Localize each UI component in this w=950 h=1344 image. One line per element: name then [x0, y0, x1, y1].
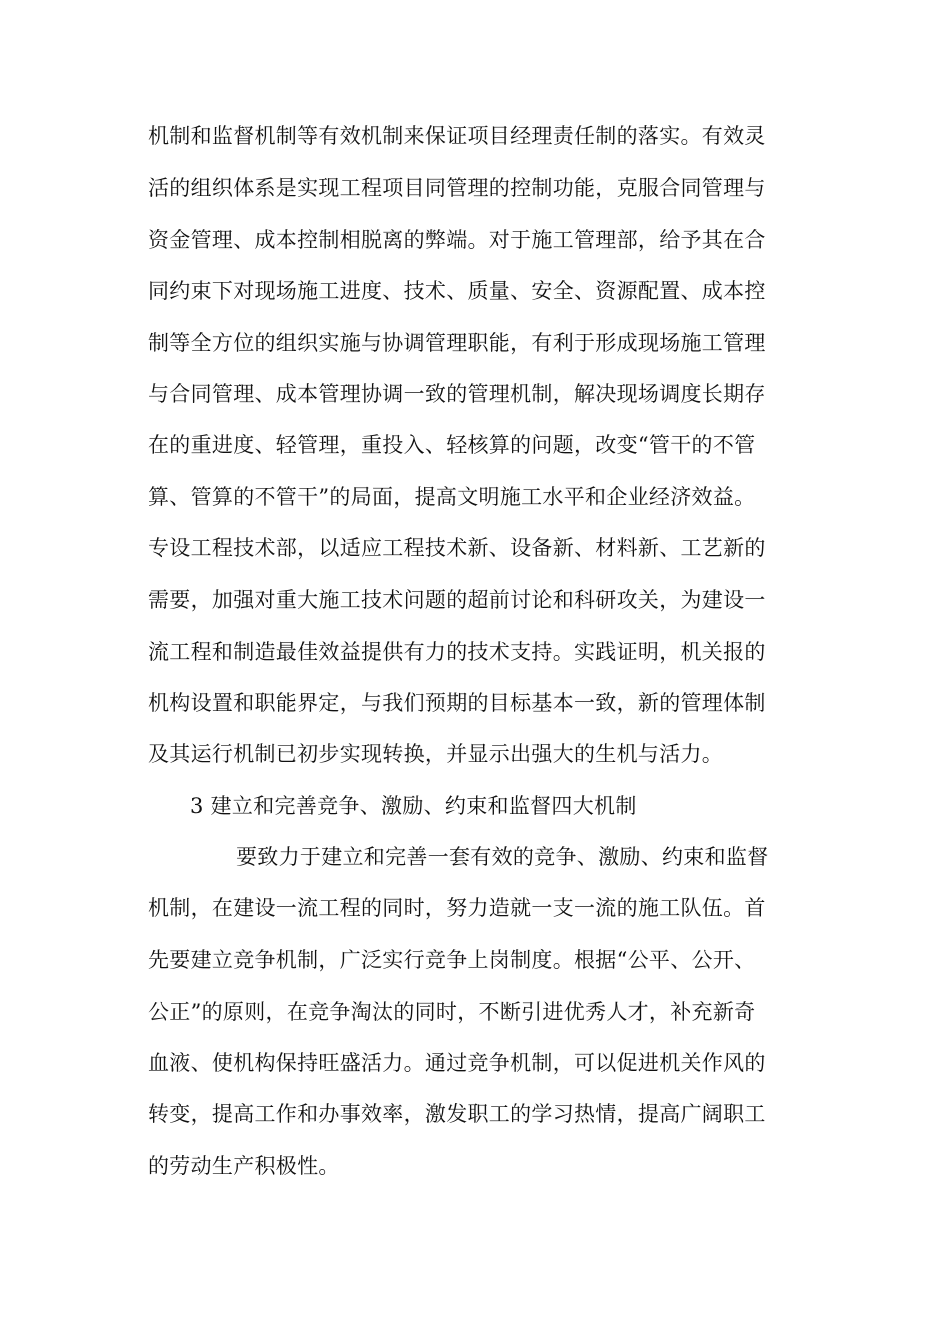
text-line: 制等全方位的组织实施与协调管理职能，有利于形成现场施工管理 — [148, 331, 766, 355]
text-line: 及其运行机制已初步实现转换，并显示出强大的生机与活力。 — [148, 742, 724, 766]
text-line: 转变，提高工作和办事效率，激发职工的学习热情，提高广阔职工 — [148, 1102, 766, 1126]
text-line: 先要建立竞争机制，广泛实行竞争上岗制度。根据“公平、公开、 — [148, 948, 756, 972]
section-heading: 3 建立和完善竞争、激励、约束和监督四大机制 — [190, 794, 637, 818]
text-line: 机制和监督机制等有效机制来保证项目经理责任制的落实。有效灵 — [148, 124, 766, 148]
text-line: 专设工程技术部，以适应工程技术新、设备新、材料新、工艺新的 — [148, 536, 766, 560]
text-line: 要致力于建立和完善一套有效的竞争、激励、约束和监督 — [236, 845, 769, 869]
text-line: 机构设置和职能界定，与我们预期的目标基本一致，新的管理体制 — [148, 691, 766, 715]
text-line: 算、管算的不管干”的局面，提高文明施工水平和企业经济效益。 — [148, 485, 756, 509]
text-line: 流工程和制造最佳效益提供有力的技术支持。实践证明，机关报的 — [148, 640, 766, 664]
text-line: 活的组织体系是实现工程项目同管理的控制功能，克服合同管理与 — [148, 176, 766, 200]
text-line: 同约束下对现场施工进度、技术、质量、安全、资源配置、成本控 — [148, 279, 766, 303]
text-line: 与合同管理、成本管理协调一致的管理机制，解决现场调度长期存 — [148, 382, 766, 406]
text-line: 在的重进度、轻管理，重投入、轻核算的问题，改变“管干的不管 — [148, 433, 756, 457]
text-line: 资金管理、成本控制相脱离的弊端。对于施工管理部，给予其在合 — [148, 228, 766, 252]
text-line: 机制，在建设一流工程的同时，努力造就一支一流的施工队伍。首 — [148, 896, 766, 920]
text-line: 血液、使机构保持旺盛活力。通过竞争机制，可以促进机关作风的 — [148, 1051, 766, 1075]
text-line: 公正”的原则，在竞争淘汰的同时，不断引进优秀人才，补充新奇 — [148, 1000, 756, 1024]
text-line: 需要，加强对重大施工技术问题的超前讨论和科研攻关，为建设一 — [148, 588, 766, 612]
text-line: 的劳动生产积极性。 — [148, 1154, 340, 1178]
